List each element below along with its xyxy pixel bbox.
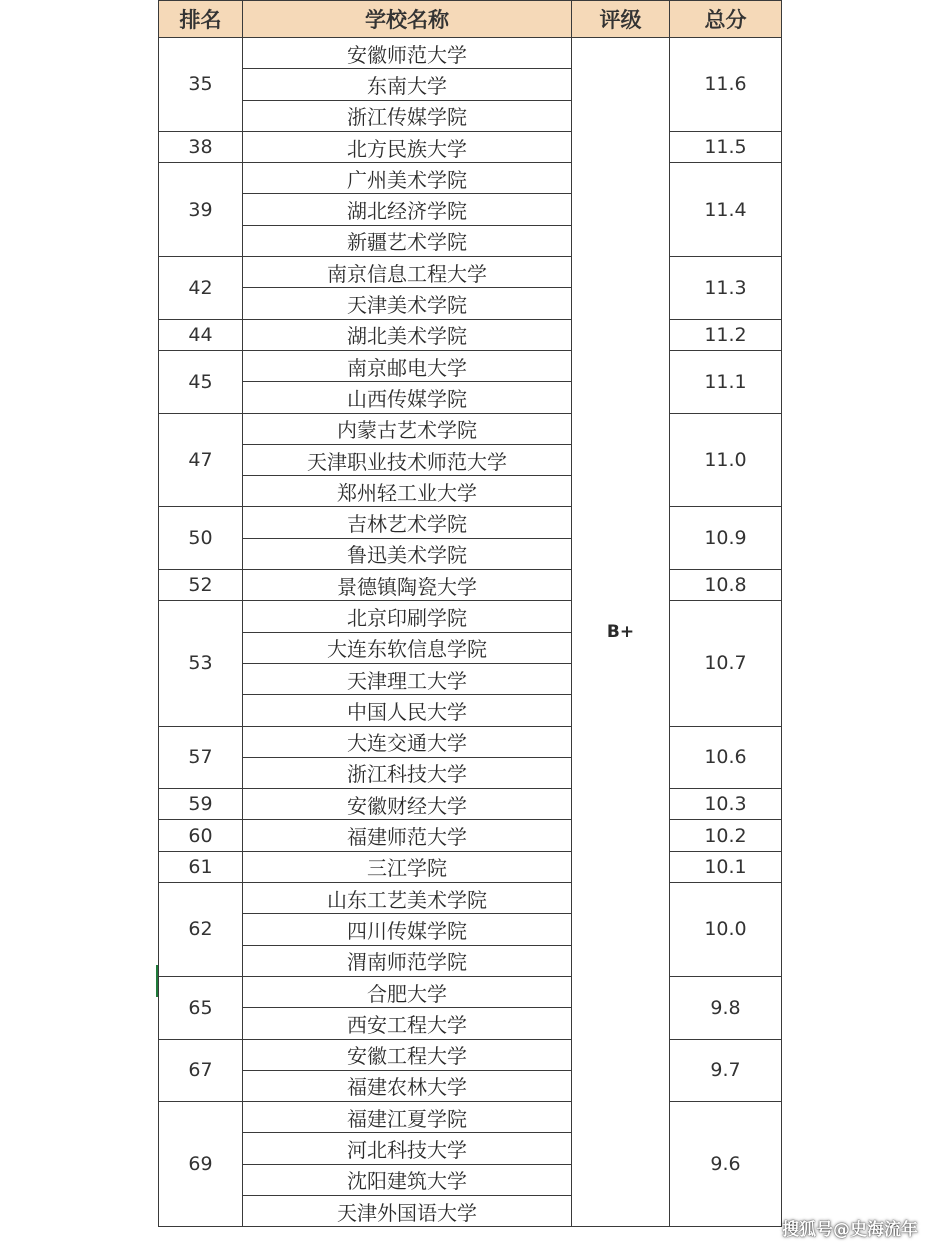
table-row (159, 131, 782, 162)
school-name-cell[interactable]: 天津外国语大学 (243, 1195, 572, 1226)
school-name-cell[interactable]: 东南大学 (243, 69, 572, 100)
header-grade[interactable]: 评级 (572, 1, 670, 38)
table-row (159, 257, 782, 288)
school-name-cell[interactable]: 安徽财经大学 (243, 789, 572, 820)
score-cell[interactable]: 10.9 (670, 507, 782, 570)
school-name-cell[interactable]: 鲁迅美术学院 (243, 538, 572, 569)
school-name-cell[interactable]: 河北科技大学 (243, 1133, 572, 1164)
grade-cell[interactable]: B+ (572, 38, 670, 1227)
table-row (159, 1102, 782, 1133)
school-name-cell[interactable]: 郑州轻工业大学 (243, 476, 572, 507)
rank-cell[interactable]: 47 (159, 413, 243, 507)
rank-cell[interactable]: 59 (159, 789, 243, 820)
school-name-cell[interactable]: 西安工程大学 (243, 1008, 572, 1039)
score-cell[interactable]: 11.4 (670, 163, 782, 257)
table-row (159, 726, 782, 757)
rank-cell[interactable]: 52 (159, 570, 243, 601)
school-name-cell[interactable]: 四川传媒学院 (243, 914, 572, 945)
table-row (159, 163, 782, 194)
school-name-cell[interactable]: 天津职业技术师范大学 (243, 444, 572, 475)
score-cell[interactable]: 9.7 (670, 1039, 782, 1102)
school-name-cell[interactable]: 福建江夏学院 (243, 1102, 572, 1133)
table-row (159, 570, 782, 601)
rank-cell[interactable]: 61 (159, 851, 243, 882)
school-name-cell[interactable]: 大连东软信息学院 (243, 632, 572, 663)
school-name-cell[interactable]: 北方民族大学 (243, 131, 572, 162)
school-name-cell[interactable]: 山西传媒学院 (243, 382, 572, 413)
school-name-cell[interactable]: 南京信息工程大学 (243, 257, 572, 288)
ranking-table (158, 0, 782, 1227)
school-name-cell[interactable]: 天津理工大学 (243, 663, 572, 694)
table-body (159, 38, 782, 1227)
table-row (159, 319, 782, 350)
rank-cell[interactable]: 35 (159, 38, 243, 132)
score-cell[interactable]: 11.6 (670, 38, 782, 132)
rank-cell[interactable]: 42 (159, 257, 243, 320)
school-name-cell[interactable]: 吉林艺术学院 (243, 507, 572, 538)
rank-cell[interactable]: 39 (159, 163, 243, 257)
score-cell[interactable]: 10.1 (670, 851, 782, 882)
score-cell[interactable]: 10.0 (670, 883, 782, 977)
school-name-cell[interactable]: 广州美术学院 (243, 163, 572, 194)
rank-cell[interactable]: 53 (159, 601, 243, 726)
school-name-cell[interactable]: 北京印刷学院 (243, 601, 572, 632)
score-cell[interactable]: 10.6 (670, 726, 782, 789)
school-name-cell[interactable]: 安徽师范大学 (243, 38, 572, 69)
school-name-cell[interactable]: 湖北美术学院 (243, 319, 572, 350)
header-row (159, 1, 782, 38)
score-cell[interactable]: 11.2 (670, 319, 782, 350)
school-name-cell[interactable]: 天津美术学院 (243, 288, 572, 319)
header-rank[interactable]: 排名 (159, 1, 243, 38)
score-cell[interactable]: 11.1 (670, 350, 782, 413)
table-row (159, 883, 782, 914)
score-cell[interactable]: 10.7 (670, 601, 782, 726)
rank-cell[interactable]: 60 (159, 820, 243, 851)
table-row (159, 507, 782, 538)
rank-cell[interactable]: 57 (159, 726, 243, 789)
score-cell[interactable]: 10.8 (670, 570, 782, 601)
score-cell[interactable]: 9.8 (670, 976, 782, 1039)
table-row (159, 38, 782, 69)
score-cell[interactable]: 11.3 (670, 257, 782, 320)
rank-cell[interactable]: 50 (159, 507, 243, 570)
school-name-cell[interactable]: 浙江科技大学 (243, 757, 572, 788)
table-row (159, 976, 782, 1007)
table-row (159, 413, 782, 444)
school-name-cell[interactable]: 湖北经济学院 (243, 194, 572, 225)
rank-cell[interactable]: 62 (159, 883, 243, 977)
school-name-cell[interactable]: 景德镇陶瓷大学 (243, 570, 572, 601)
school-name-cell[interactable]: 三江学院 (243, 851, 572, 882)
score-cell[interactable]: 11.0 (670, 413, 782, 507)
rank-cell[interactable]: 65 (159, 976, 243, 1039)
table-row (159, 350, 782, 381)
rank-cell[interactable]: 44 (159, 319, 243, 350)
school-name-cell[interactable]: 山东工艺美术学院 (243, 883, 572, 914)
watermark: 搜狐号@史海流年 (782, 1220, 918, 1240)
table-row (159, 851, 782, 882)
score-cell[interactable]: 11.5 (670, 131, 782, 162)
cell-cursor-marker (156, 965, 158, 997)
table-header (159, 1, 782, 38)
school-name-cell[interactable]: 大连交通大学 (243, 726, 572, 757)
rank-cell[interactable]: 38 (159, 131, 243, 162)
score-cell[interactable]: 10.2 (670, 820, 782, 851)
school-name-cell[interactable]: 福建农林大学 (243, 1070, 572, 1101)
school-name-cell[interactable]: 浙江传媒学院 (243, 100, 572, 131)
school-name-cell[interactable]: 中国人民大学 (243, 695, 572, 726)
rank-cell[interactable]: 45 (159, 350, 243, 413)
school-name-cell[interactable]: 沈阳建筑大学 (243, 1164, 572, 1195)
table-row (159, 1039, 782, 1070)
table-row (159, 789, 782, 820)
school-name-cell[interactable]: 内蒙古艺术学院 (243, 413, 572, 444)
table-row (159, 820, 782, 851)
score-cell[interactable]: 9.6 (670, 1102, 782, 1227)
rank-cell[interactable]: 67 (159, 1039, 243, 1102)
score-cell[interactable]: 10.3 (670, 789, 782, 820)
table-row (159, 601, 782, 632)
header-school-name[interactable]: 学校名称 (243, 1, 572, 38)
school-name-cell[interactable]: 南京邮电大学 (243, 350, 572, 381)
school-name-cell[interactable]: 新疆艺术学院 (243, 225, 572, 256)
school-name-cell[interactable]: 福建师范大学 (243, 820, 572, 851)
header-score[interactable]: 总分 (670, 1, 782, 38)
school-name-cell[interactable]: 渭南师范学院 (243, 945, 572, 976)
rank-cell[interactable]: 69 (159, 1102, 243, 1227)
school-name-cell[interactable]: 安徽工程大学 (243, 1039, 572, 1070)
school-name-cell[interactable]: 合肥大学 (243, 976, 572, 1007)
